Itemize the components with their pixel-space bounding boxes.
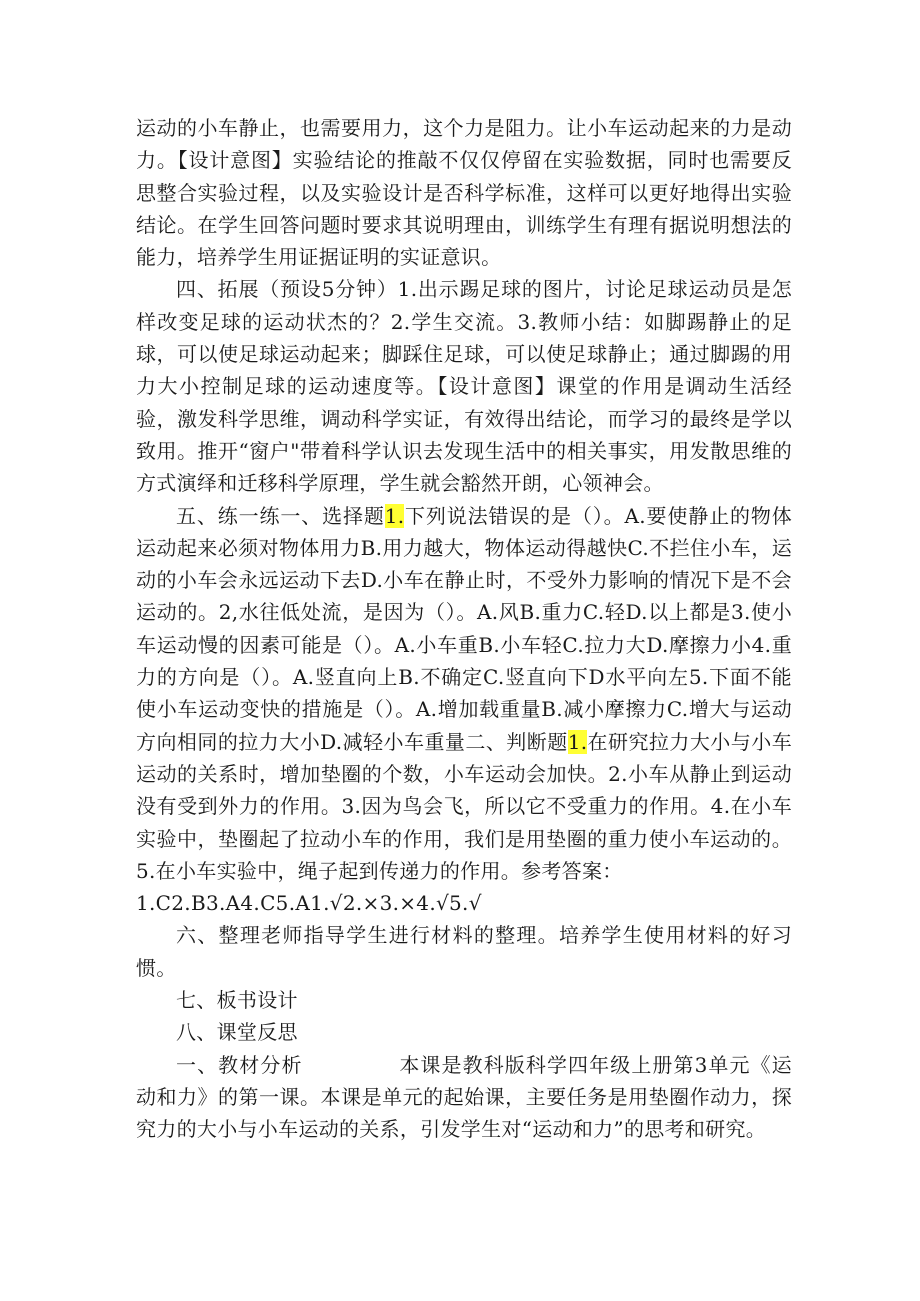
section-heading-board xyxy=(136,984,792,1016)
paragraph-text: 六、整理老师指导学生进行材料的整理。培养学生使用材料的好习惯。 xyxy=(136,923,792,980)
paragraph-exercises xyxy=(136,500,792,888)
document-body xyxy=(136,112,792,1146)
paragraph-text: 下列说法错误的是（）。A.要使静止的物体运动起来必须对物体用力B.用力越大，物体运动得越快C.不拦住小车，运动的小车会永远运动下去D.小车在静止时，不受外力影响的情况下是不会运动的。2,水往低处流，是因为（）。A.风B.重力C.轻D.以上都是3.使小车运动慢的因素可能是（）。A.小车重B.小车轻C.拉力大D.摩擦力小4.重力的方向是（）。A.竖直向上B.不确定C.竖直向下D水平向左5.下面不能使小车运动变快的措施是（）。A.增加载重量B.减小摩擦力C.增大与运动方向相同的拉力大小D.减轻小车重量二、判断题 xyxy=(136,503,793,754)
highlight-mark: 1. xyxy=(384,503,405,528)
highlight-mark: 1. xyxy=(567,729,588,754)
paragraph-organize xyxy=(136,919,792,984)
paragraph-text: 运动的小车静止，也需要用力，这个力是阻力。让小车运动起来的力是动力。【设计意图】实验结论的推敲不仅仅停留在实验数据，同时也需要反思整合实验过程，以及实验设计是否科学标准，这样可以更好地得出实验结论。在学生回答问题时要求其说明理由，训练学生有理有据说明想法的能力，培养学生用证据证明的实证意识。 xyxy=(136,116,792,270)
paragraph-text: 本课是教科版科学四年级上册第3单元《运动和力》的第一课。本课是单元的起始课，主要任务是用垫圈作动力，探究力的大小与小车运动的关系，引发学生对“运动和力”的思考和研究。 xyxy=(136,1052,792,1142)
paragraph-text: 五、练一练一、选择题 xyxy=(176,503,385,528)
paragraph-text: 1.C2.B3.A4.C5.A1.√2.×3.×4.√5.√ xyxy=(136,891,482,916)
section-heading-reflection xyxy=(136,1016,792,1048)
paragraph-extension xyxy=(136,273,792,499)
section-heading-analysis: 一、教材分析 xyxy=(176,1052,303,1077)
paragraph-design-intent xyxy=(136,112,792,273)
paragraph-text: 八、课堂反思 xyxy=(176,1020,298,1045)
paragraph-text: 七、板书设计 xyxy=(176,988,298,1013)
paragraph-textbook-analysis xyxy=(136,1049,792,1146)
paragraph-text: 四、拓展（预设5分钟）1.出示踢足球的图片，讨论足球运动员是怎样改变足球的运动状杰的？2.学生交流。3.教师小结：如脚踢静止的足球，可以使足球运动起来；脚踩住足球，可以使足球静止；通过脚踢的用力大小控制足球的运动速度等。【设计意图】课堂的作用是调动生活经验，激发科学思维，调动科学实证，有效得出结论，而学习的最终是学以致用。推开“窗户"带着科学认识去发现生活中的相关事实，用发散思维的方式演绎和迁移科学原理，学生就会豁然开朗，心领神会。 xyxy=(136,277,792,496)
paragraph-answers xyxy=(136,887,792,919)
paragraph-text: 在研究拉力大小与小车运动的关系时，增加垫圈的个数，小车运动会加快。2.小车从静止到运动没有受到外力的作用。3.因为鸟会飞，所以它不受重力的作用。4.在小车实验中，垫圈起了拉动小车的作用，我们是用垫圈的重力使小车运动的。5.在小车实验中，绳子起到传递力的作用。参考答案： xyxy=(136,729,792,883)
